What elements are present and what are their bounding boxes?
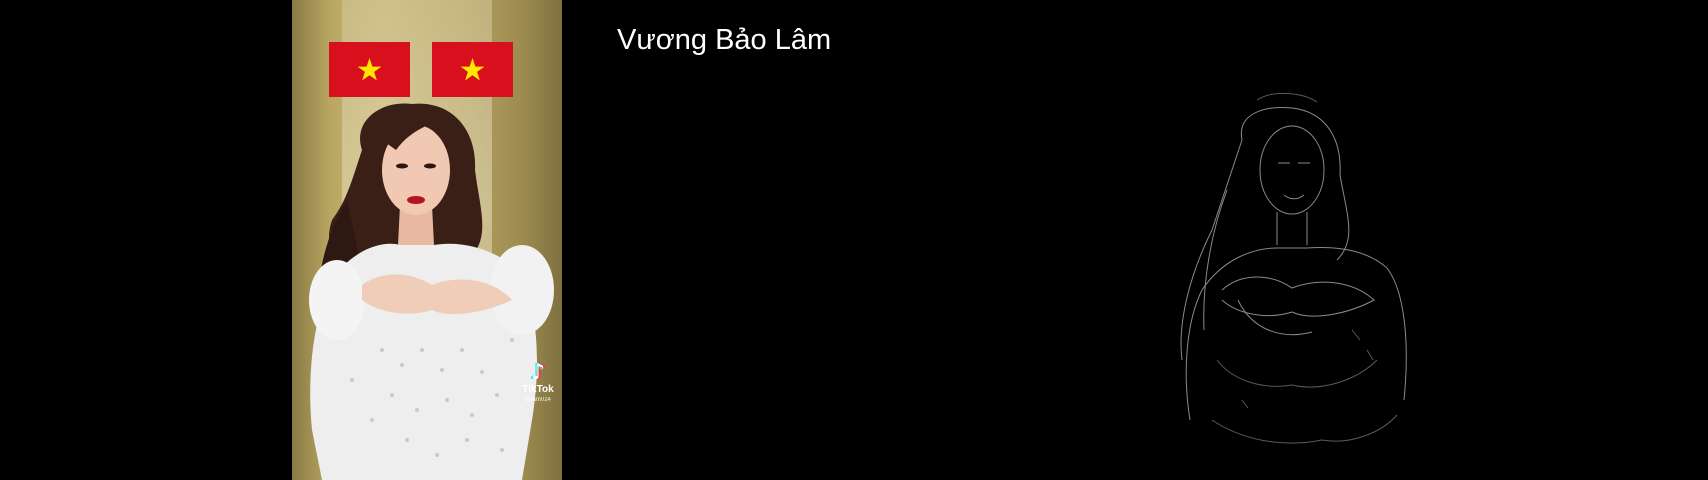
edge-outline-illustration bbox=[1142, 0, 1416, 480]
video-frame-edges bbox=[1142, 0, 1416, 480]
vietnam-flag-right bbox=[432, 42, 513, 97]
star-icon bbox=[329, 42, 410, 97]
watermark-handle: @lam024 bbox=[525, 397, 551, 403]
music-note-icon: ♪ bbox=[530, 360, 546, 385]
video-title: Vương Bảo Lâm bbox=[617, 24, 832, 56]
tiktok-watermark bbox=[516, 362, 560, 404]
star-icon bbox=[432, 42, 513, 97]
watermark-brand: TikTok bbox=[522, 384, 554, 395]
vietnam-flag-left bbox=[329, 42, 410, 97]
video-frame-original bbox=[292, 0, 562, 480]
